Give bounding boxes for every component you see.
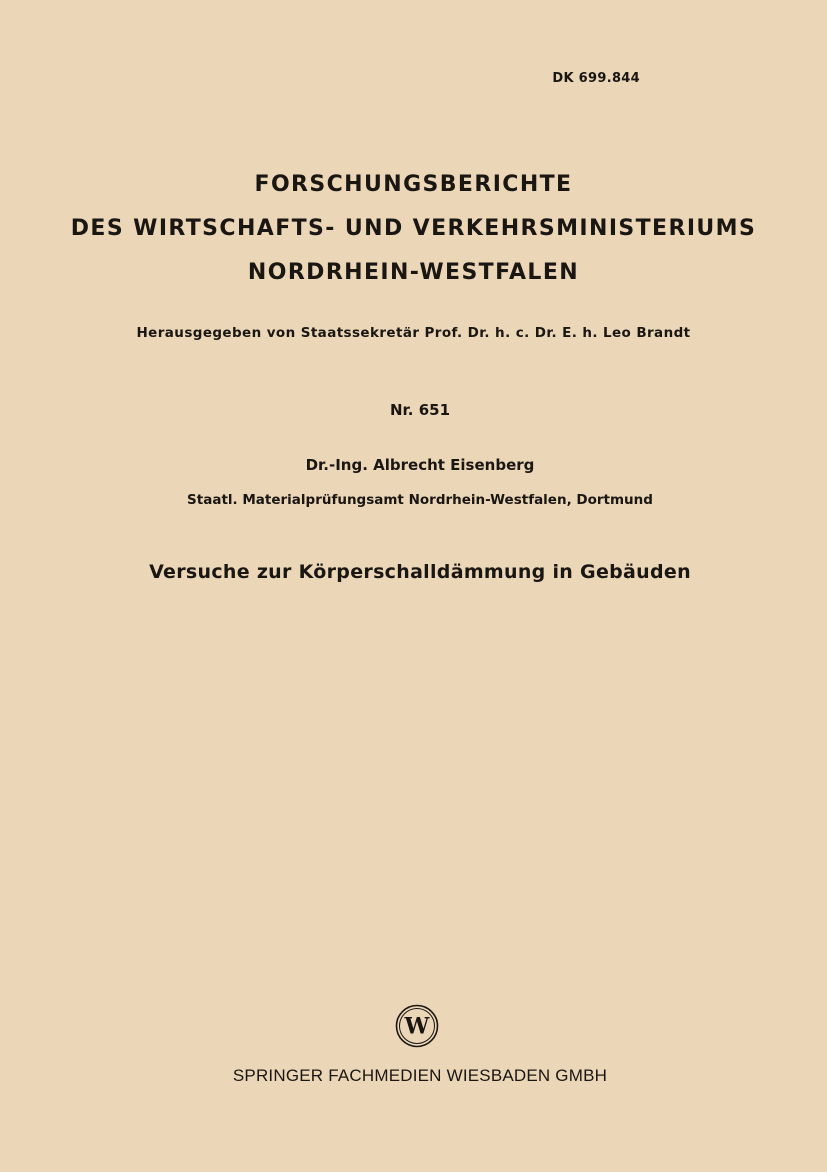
author-affiliation: Staatl. Materialprüfungsamt Nordrhein-Westfalen, Dortmund bbox=[187, 492, 653, 508]
volume-number: Nr. 651 bbox=[389, 401, 451, 419]
series-title-line-2: DES WIRTSCHAFTS- UND VERKEHRSMINISTERIUMS bbox=[70, 216, 757, 241]
editor-line: Herausgegeben von Staatssekretär Prof. Dr. h. c. Dr. E. h. Leo Brandt bbox=[136, 325, 691, 341]
series-title-line-1: FORSCHUNGSBERICHTE bbox=[254, 172, 573, 197]
series-title-line-3: NORDRHEIN-WESTFALEN bbox=[247, 260, 580, 285]
dk-classification: DK 699.844 bbox=[552, 71, 640, 86]
series-title bbox=[0, 163, 827, 295]
publisher-name: SPRINGER FACHMEDIEN WIESBADEN GMBH bbox=[232, 1066, 608, 1085]
book-title: Versuche zur Körperschalldämmung in Gebäuden bbox=[149, 561, 691, 583]
publisher-logo-letter: W bbox=[404, 1013, 430, 1040]
publisher-logo-icon bbox=[395, 1004, 439, 1048]
author-name: Dr.-Ing. Albrecht Eisenberg bbox=[305, 456, 535, 474]
